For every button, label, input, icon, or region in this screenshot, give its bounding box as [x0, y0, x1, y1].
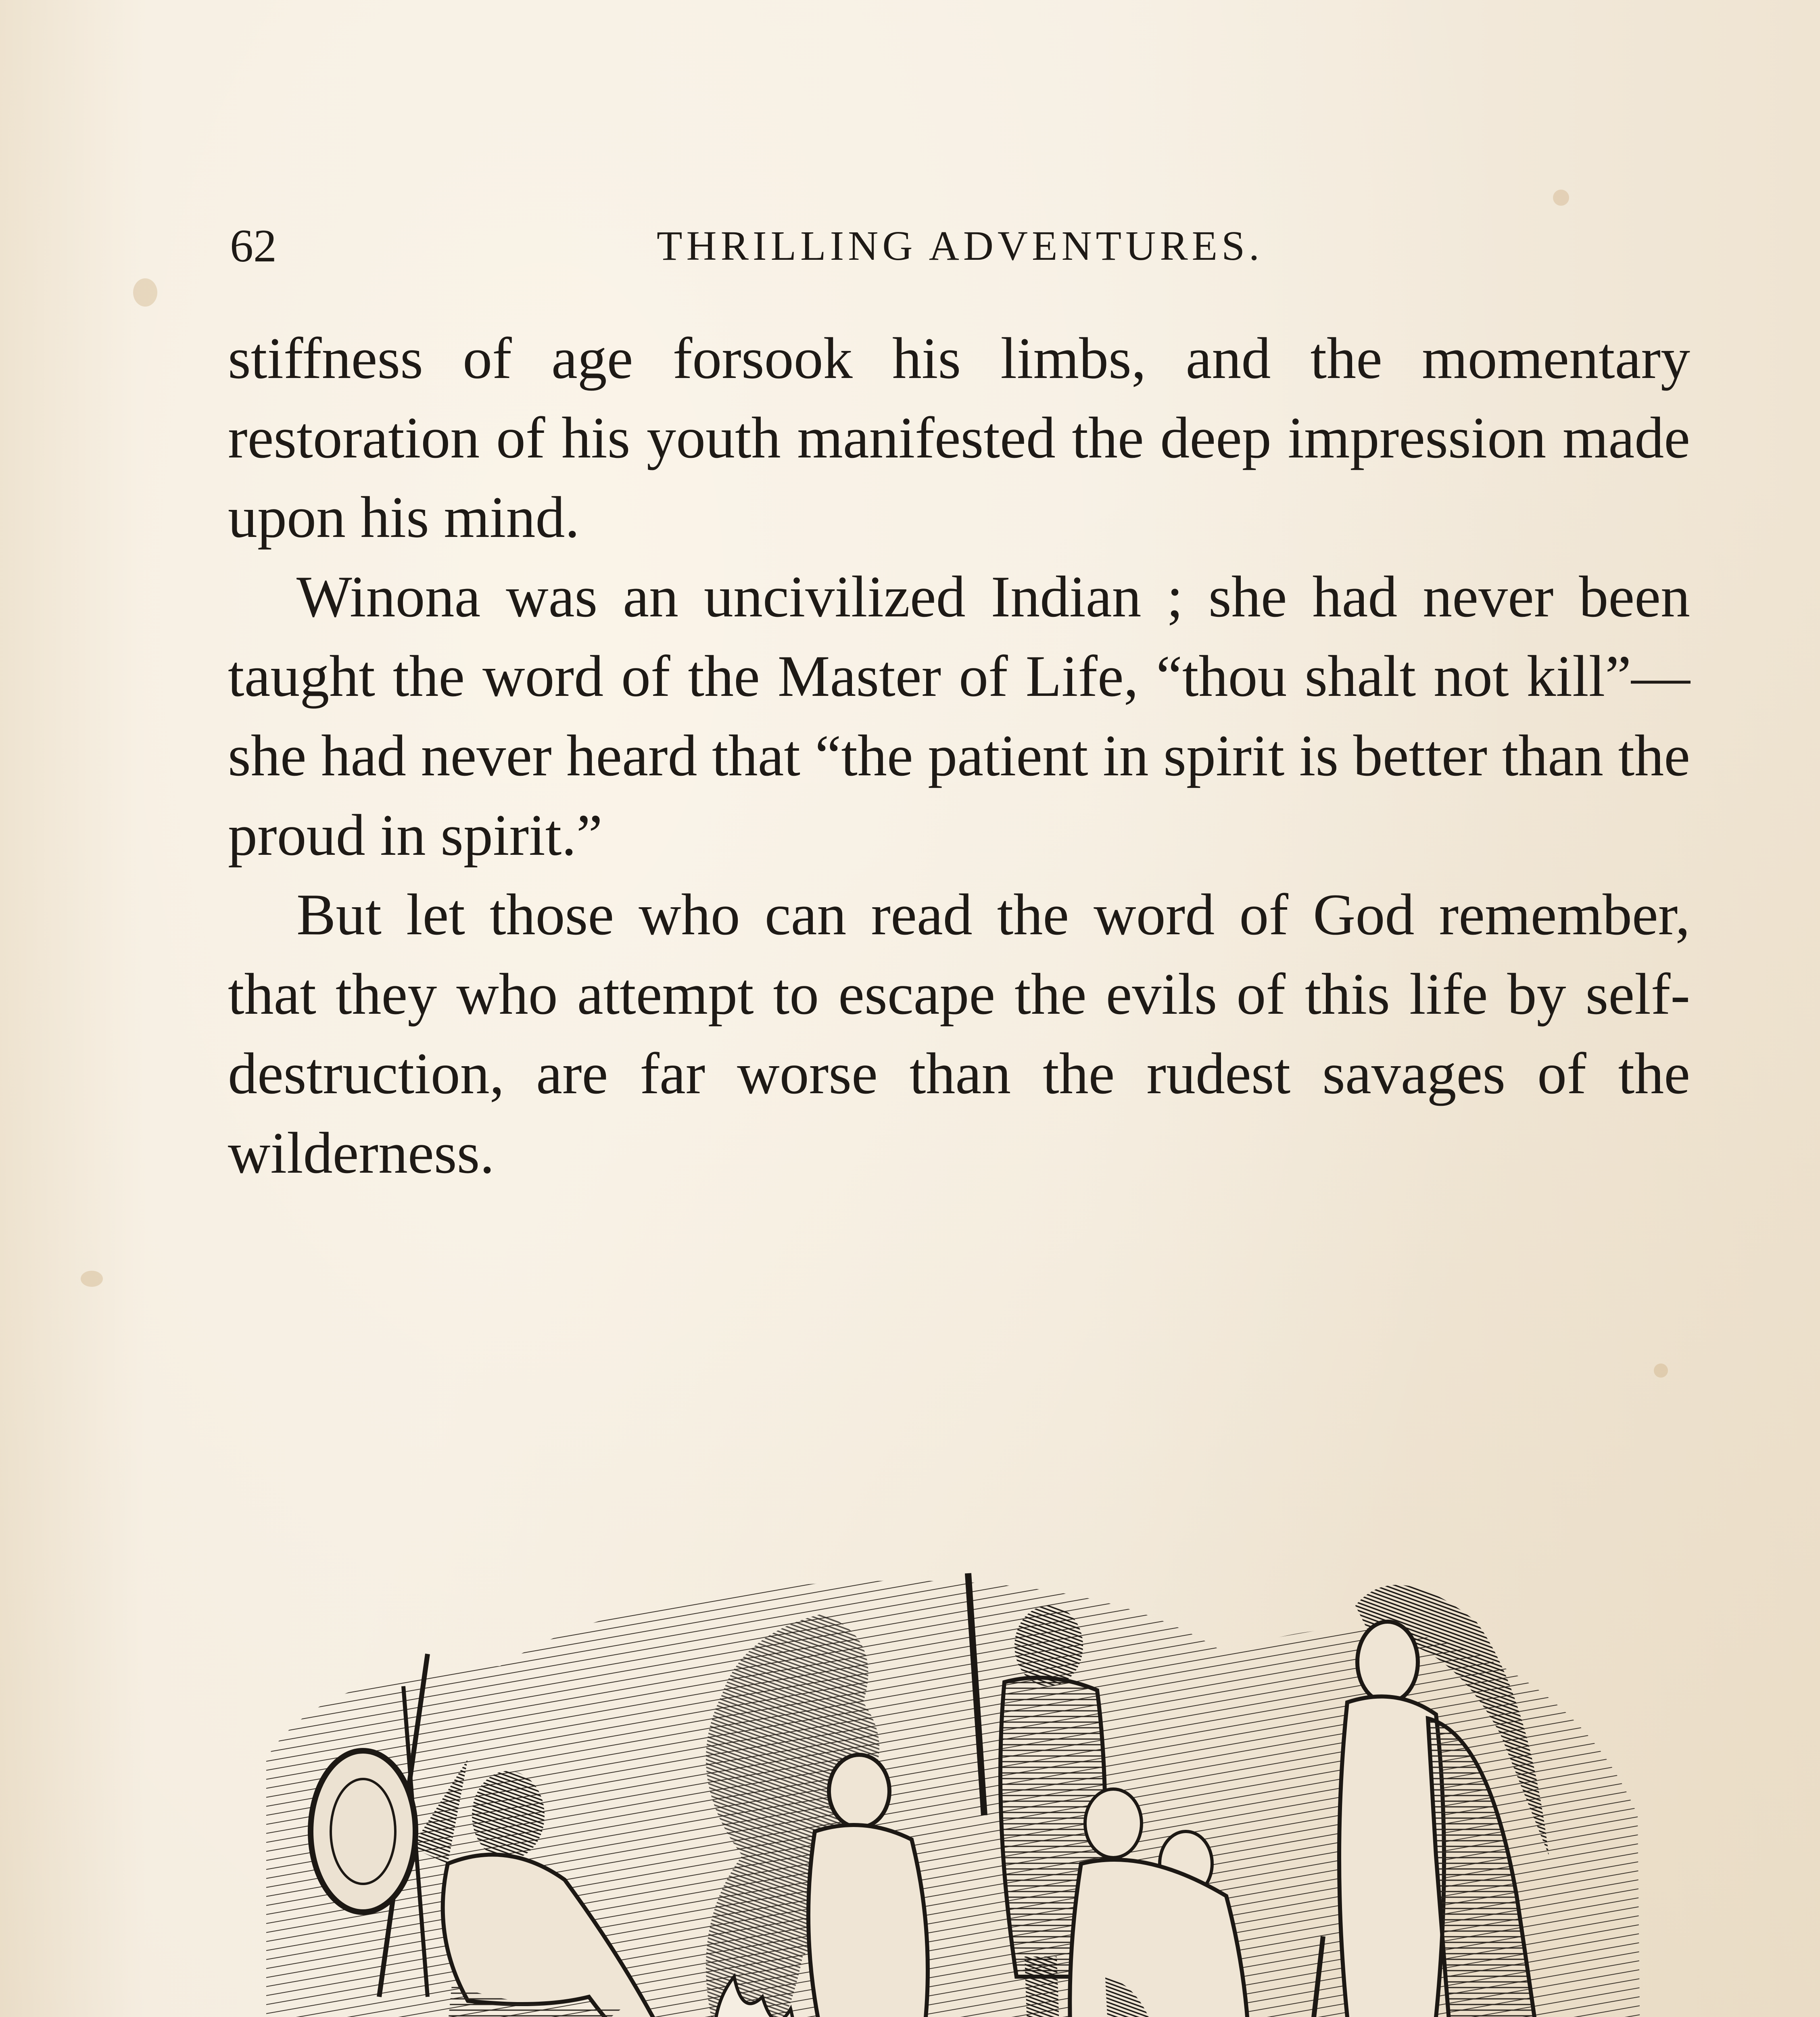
paragraph-continued: stiffness of age forsook his limbs, and the momentary restoration of his youth manifested the deep impression made upon his mind.	[228, 326, 1690, 550]
page-header	[230, 214, 1690, 278]
foxing-spot	[1654, 1363, 1668, 1378]
foxing-spot	[1553, 190, 1569, 206]
paragraph-winona: Winona was an uncivilized Indian ; she had never been taught the word of the Master of Life, “thou shalt not kill”—she had never heard that “the patient in spirit is better than the proud in spirit.”	[228, 564, 1690, 868]
paragraph-moral: But let those who can read the word of God remember, that they who attempt to escape the evils of this life by self-destruction, are far worse than the rudest savages of the wilderness.	[228, 882, 1690, 1186]
running-head: THRILLING ADVENTURES.	[656, 223, 1264, 269]
foxing-spot	[133, 278, 157, 307]
body-text	[228, 319, 1690, 1193]
page-number: 62	[230, 220, 277, 272]
foxing-spot	[81, 1271, 103, 1287]
woodcut-illustration	[258, 1533, 1650, 2017]
